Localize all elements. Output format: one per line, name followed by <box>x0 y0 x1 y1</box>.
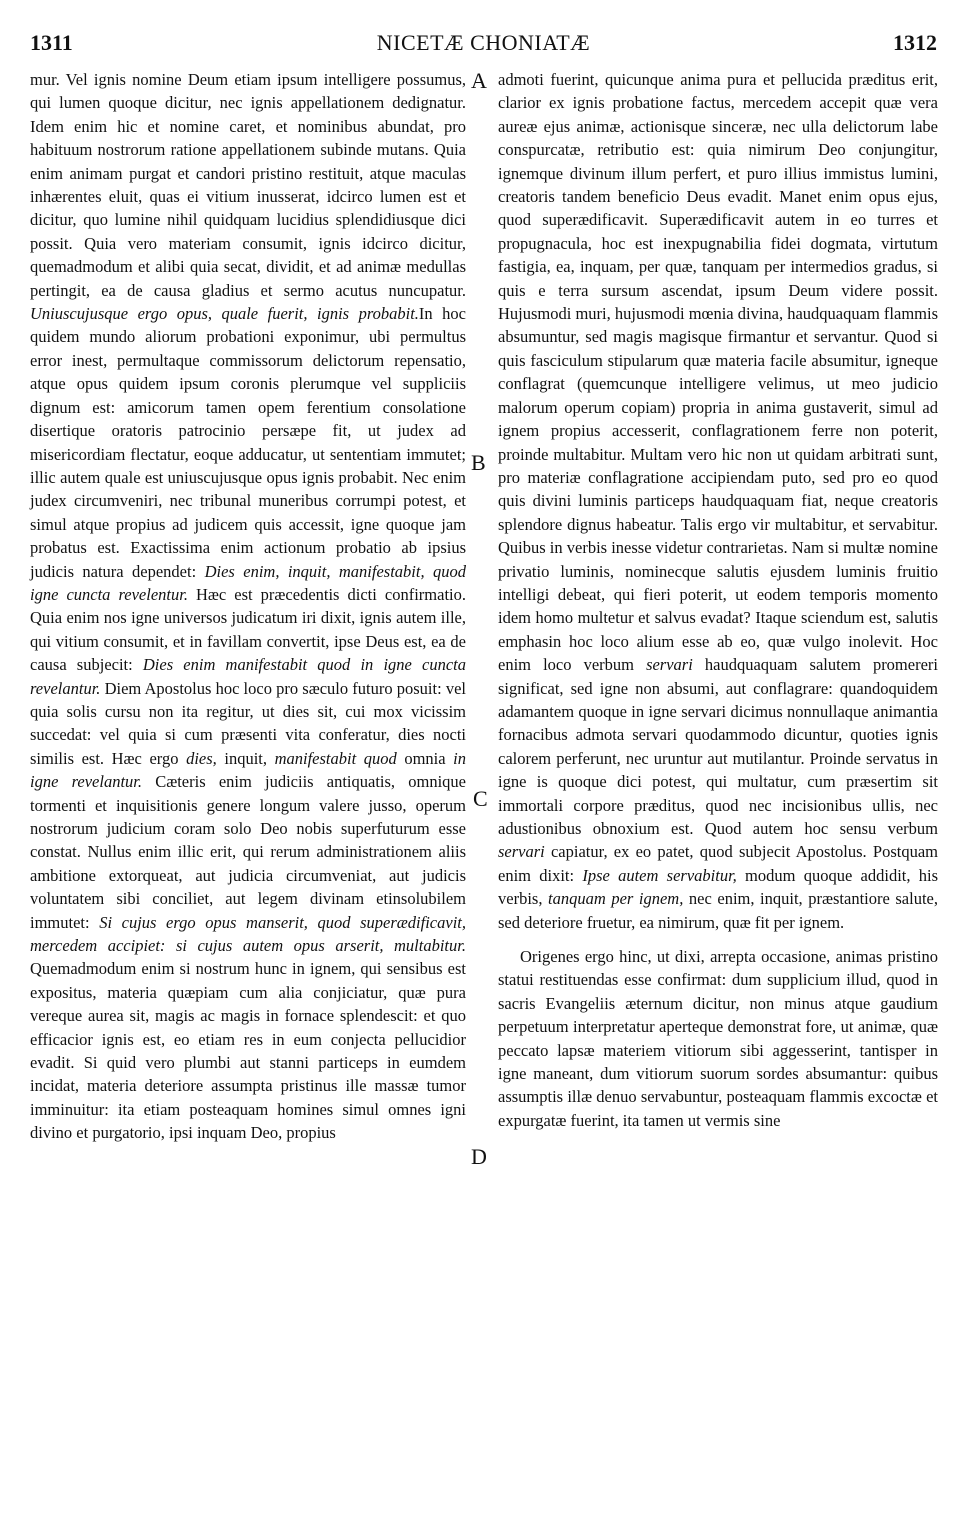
text-run: inquit, <box>216 748 275 768</box>
left-column <box>30 68 466 1145</box>
text-run: Diem Apostolus hoc loco pro sæculo futuro posuit: vel quia solis cursu non ita regitur, ut dies sit, cui mox vicissim succedat: vel quia si cum præsenti vita conferatur, dies nocti similis est. Hæc ergo <box>30 678 466 768</box>
text-run: modum quoque addidit, his verbis, <box>498 865 938 909</box>
italic-run: dies, <box>186 748 217 768</box>
italic-run: in igne revelantur. <box>30 748 466 792</box>
section-marker-d: D <box>471 1144 487 1169</box>
text-run: admoti fuerint, quicunque anima pura et pellucida præditus erit, clarior ex ignis probatione factus, mercedem accepit quæ vera aureæ ejus animæ, actionisque sinceræ, nec ulla delictorum labe conspurcatæ, retributio est: quia nimirum Deo conjungitur, ignemque divinum illum perfert, et puro illius immistus lumini, creatoris tandem beneficio Deus evadit. Manet enim opus ejus, quod superædificavit. Superædificavit autem in eo turres et propugnacula, hoc est inexpugnabilia fidei dogmata, virtutum fastigia, ea, inquam, per quæ, tanquam per intermedios gradus, si quis e terra sursum ascendat, ipsum Deum videre possit. Hujusmodi muri, hujusmodi mœnia divina, haudquaquam flammis absumuntur, sed magis magisque firmantur et servantur. Quod si quis fasciculum stipularum quæ materia facile absumitur, igneque conflagrat (quemcunque intelligere velimus, ut meo judicio malorum operum copiam) propria in anima gustaverit, simul ad ignem propius accesserit, conflagrationem ferre non poterit, proinde multabitur. Multam vero hic non ut quidam arbitrati sunt, pro materiæ conflagratione accipiendam puto, sed pro eo quod quis divini luminis particeps haudquaquam fiat, neque creatoris splendore dignus habeatur. Talis ergo vir multabitur, et servabitur. Quibus in verbis inesse videtur contrarietas. Nam si multæ nomine privatio luminis, nominecque salutis ejusdem luminis fruitio intelligi debeat, qui fieri poterit, ut eodem temporis momento idem homo multetur et salvus evadat? Itaque sciendum est, salutis emphasin hoc loco alium esse ab eo, quæ vulgo inolevit. Hoc enim loco verbum <box>498 70 938 675</box>
italic-run: Dies enim manifestabit quod in igne cuncta revelantur. <box>30 655 467 698</box>
italic-run: Ipse autem servabitur, <box>582 865 737 885</box>
right-paragraph-origenes: Origenes ergo hinc, ut dixi, arrepta occasione, animas pristino statui restituendas esse confirmat: dum supplicium illud, quod in sacris Evangeliis æternum dicitur, non minus atque gaudium perpetuum interpretatur aperteque demonstrat fore, ut animæ, quæ peccato lapsæ materiem vitiorum sibi aggesserint, tantisper in igne maneant, dum vitiorum suorum sordes absumantur: quibus assumptis illæ denuo servabuntur, posteaquam flammis excoctæ et expurgatæ fuerint, ita tamen ut vermis sine <box>498 947 938 1130</box>
right-paragraph <box>498 68 938 934</box>
page-number-left: 1311 <box>30 30 73 55</box>
section-marker-b: B <box>471 450 486 475</box>
section-marker-c: C <box>473 786 488 811</box>
italic-run: Uniuscujusque ergo opus, quale fuerit, ignis probabit. <box>30 304 419 324</box>
left-paragraph <box>30 68 466 1145</box>
section-marker-a: A <box>471 68 487 93</box>
text-run: nec enim, inquit, præstantiore salute, sed deteriore fruetur, ea nimirum, quæ fit per ignem. <box>498 889 938 932</box>
italic-run: servari <box>646 655 693 675</box>
text-run: In hoc quidem mundo aliorum probationi exponimur, ubi permultus error inest, permultaque commissorum delictorum repensatio, atque opus quidem ipsum coronis plerumque vel suppliciis dignum est: amicorum tamen opem ferentium consolatione disertique oratoris patrocinio persæpe fit, ut judex ad misericordiam flectatur, eoque adducatur, ut sententiam immutet; illic autem quale est uniuscujusque opus ignis probabit. Nec enim judex circumveniri, nec tribunal muneribus corrumpi potest, et simul atque propius ad judicem quis accessit, igne quoque jam probatus est. Exactissima enim actionum probatio ab ipsius judicis natura dependet: <box>30 304 466 581</box>
italic-run: Si cujus ergo opus manserit, quod superædificavit, mercedem accipiet: si cujus autem opus arserit, multabitur. <box>30 912 466 956</box>
text-run: Hæc est præcedentis dicti confirmatio. Quia enim nos igne universos judicatum iri dixit, ignis autem ille, qui vitium consumit, et in favillam convertit, ipse Deus est, ea de causa subjecit: <box>30 584 466 675</box>
text-run: haudquaquam salutem promereri significat, sed igne non absumi, aut conflagrare: quandoquidem adamantem quoque in igne servari dicimus nonnullaque animantia fornacibus admota servari quodammodo dicuntur, quoties ignis calorem perferunt, nec uruntur aut mutilantur. Proinde servatus in igne is quoque dici potest, qui multatur, cum præsertim sit immortali corpore præditus, quod nec incisionibus ullis, nec adustionibus obnoxium est. Quod autem hoc sensu verbum <box>498 655 938 838</box>
page-number-right: 1312 <box>893 30 937 55</box>
running-header <box>30 30 937 60</box>
italic-run: servari <box>498 842 545 862</box>
text-run: omnia <box>396 748 454 768</box>
text-run: Cæteris enim judiciis antiquatis, omnique tormenti et inquisitionis genere longum valere jusso, operum nostrorum judicium coram solo Deo nobis superfuturum esse constat. Nullus enim illic erit, qui rerum administrationem aliis ambitione extorqueat, aut judicia circumveniat, aut judicis voluntatem sibi conciliet, aut legem divinam etinsolubilem immutet: <box>30 772 466 932</box>
italic-run: tanquam per ignem, <box>548 889 684 909</box>
running-title: NICETÆ CHONIATÆ <box>376 30 591 55</box>
right-column <box>498 68 938 1132</box>
italic-run: manifestabit quod <box>274 748 397 768</box>
text-run: mur. Vel ignis nomine Deum etiam ipsum intelligere possumus, qui lumen quoque dicitur, nec ignis appellationem dedignatur. Idem enim hic et nomine caret, et nominibus abundat, pro habituum nostrorum ratione appellationem subinde mutans. Quia enim animam purgat et candori pristino restituit, atque maculas inhærentes eluit, quas ei vitium inusserat, idcirco lumen est et dicitur, quo lumine nihil quidquam lucidius splendidiusque dici possit. Quia vero materiam consumit, ignis idcirco dicitur, quemadmodum et alibi quia secat, dividit, et ad animæ medullas pertingit, ea de causa gladius et sermo acutus nuncupatur. <box>30 70 466 300</box>
text-run: capiatur, ex eo patet, quod subjecit Apostolus. Postquam enim dixit: <box>498 842 938 885</box>
italic-run: Dies enim, inquit, manifestabit, quod igne cuncta revelentur. <box>30 561 466 604</box>
text-run: Quemadmodum enim si nostrum hunc in ignem, qui sensibus est expositus, materia quæpiam cum alia conjiciatur, quæ pura vereque aurea sit, magis ac magis in fornace splendescit: et quo efficacior ignis est, eo etiam res in eum conjecta pellucidior evadit. Si quid vero plumbi aut stanni particeps in eumdem incidat, materia deteriore assumpta pristinus ille massæ tumor imminuitur: ita etiam posteaquam homines simul omnes igni divino et purgatorio, ipsi inquam Deo, propius <box>30 959 466 1143</box>
